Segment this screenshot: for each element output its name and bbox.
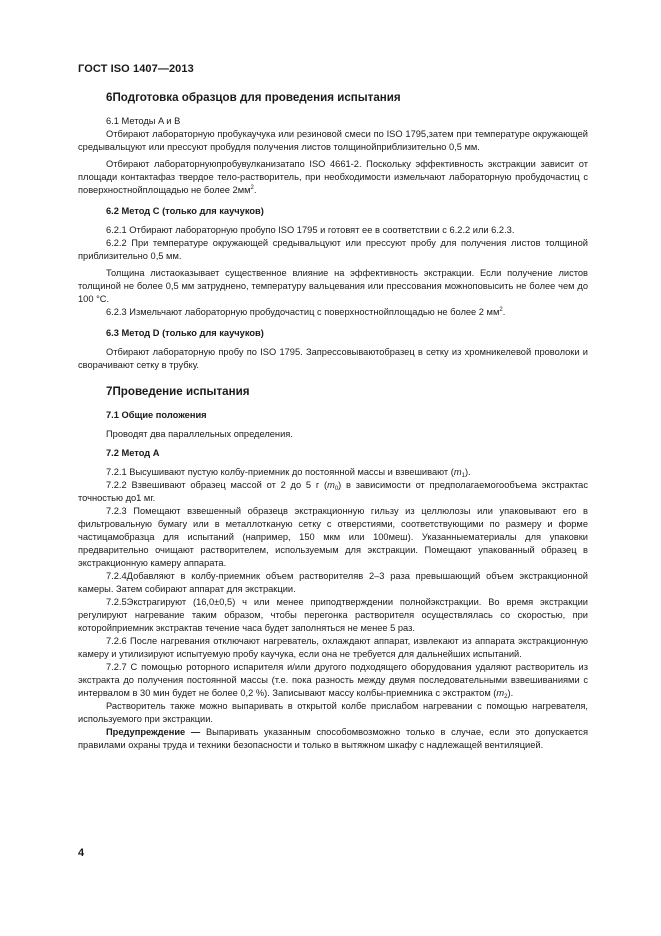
document-header: ГОСТ ISO 1407—2013 [78,63,194,75]
variable: m [453,467,462,477]
paragraph: Проводят два параллельных определения. [106,429,293,439]
paragraph: 7.2.4Добавляют в колбу-приемник объем растворителяв 2–3 раза превышающий объем экстракционной камеры. Затем собирают аппарат для экстракции. [78,571,588,594]
paragraph: 6.2.2 При температуре окружающей средывальцуют или прессуют пробу для получения листов толщиной приблизительно 0,5 мм. [78,238,588,261]
variable: m [496,688,505,698]
text: 7.2.1 Высушивают пустую колбу-приемник до постоянной массы и взвешивают ( [106,467,454,477]
text: ). [507,688,514,698]
paragraph [78,479,588,505]
warning-paragraph [78,726,588,752]
superscript: 2 [250,185,254,191]
warning-label: Предупреждение — [106,727,201,737]
variable: m [327,480,335,490]
text: ). [464,467,471,477]
warning-text: Выпаривать указанным способомвозможно только в случае, если это допускается правилами охраны труда и техники безопасности и только в вытяжном шкафу с надлежащей вентиляцией. [78,727,588,750]
paragraph: 7.2.6 После нагревания отключают нагреватель, охлаждают аппарат, извлекают из аппарата экстракционную камеру и утилизируют испытуемую пробу каучука, если она не требуется для дальнейших испытаний. [78,636,588,659]
text: Отбирают лабораторнуюпробувулканизатапо ISO 4661-2. Поскольку эффективность экстракции зависит от площади контактафаз твердое тело-растворитель, при необходимости измельчают лабораторную пробудочастиц с поверхностнойплощадью не более 2мм [78,159,588,195]
subscript: 2 [504,694,508,700]
subsection-7-2-title: 7.2 Метод А [106,448,160,458]
page-number: 4 [78,847,85,859]
paragraph [78,158,588,197]
section-6-title: 6Подготовка образцов для проведения испытания [106,91,401,104]
section-7-title: 7Проведение испытания [106,385,250,398]
paragraph: Растворитель также можно выпаривать в открытой колбе прислабом нагревании с помощью нагревателя, используемого при экстракции. [78,701,588,724]
text: . [253,185,257,195]
text: . [502,307,506,317]
subsection-6-2-title: 6.2 Метод С (только для каучуков) [106,206,264,216]
text: 7.2.7 С помощью роторного испарителя и/или другого подходящего оборудования удаляют растворитель из экстракта до получения постоянной массы (т.е. пока разность между двумя последовательными взвешиваниями с интервалом в 30 мин будет не более 0,2 %). Записывают массу колбы-приемника с экстрактом ( [78,662,588,698]
paragraph [78,306,588,319]
paragraph: Толщина листаоказывает существенное влияние на эффективность экстракции. Если получение листов толщиной не более 0,5 мм затруднено, температуру вальцевания или прессования можноповысить не более чем до 100 °С. [78,268,588,304]
subsection-6-1-title: 6.1 Методы A и B [106,116,181,126]
paragraph: 6.2.1 Отбирают лабораторную пробупо ISO 1795 и готовят ее в соответствии с 6.2.2 или 6.2.3. [106,225,515,235]
text: 6.2.3 Измельчают лабораторную пробудочастиц с поверхностнойплощадью не более 2 мм [106,307,500,317]
subsection-7-1-title: 7.1 Общие положения [106,410,207,420]
subscript: 0 [334,486,339,492]
superscript: 2 [499,307,503,313]
paragraph [78,661,588,700]
paragraph: Отбирают лабораторную пробу по ISO 1795. Запрессовываютобразец в сетку из хромникелевой проволоки и сворачивают сетку в трубку. [78,347,588,370]
text: ) в зависимости от предполагаемогообъема экстрактас точностью до1 мг. [78,480,588,503]
subscript: 1 [461,473,465,479]
subsection-6-3-title: 6.3 Метод D (только для каучуков) [106,328,264,338]
paragraph: 7.2.5Экстрагируют (16,0±0,5) ч или менее приподтверждении полнойэкстракции. Во время экстракции регулируют нагревание таким образом, чтобы перегонка растворителя осуществлялась со скоростью, при которойприемник экстрактав течение часа будет заполняться не менее 5 раз. [78,597,588,633]
paragraph: Отбирают лабораторную пробукаучука или резиновой смеси по ISO 1795,затем при температуре окружающей средывальцуют или прессуют пробудля получения листов толщинойприблизительно 0,5 мм. [78,129,588,152]
text: 7.2.2 Взвешивают образец массой от 2 до 5 г ( [106,480,328,490]
paragraph: 7.2.3 Помещают взвешенный образецв экстракционную гильзу из целлюлозы или упаковывают его в фильтровальную бумагу или в металлотканую сетку с отверстиями, соответствующими по размеру и форме частицамобразца для испытаний (например, 150 мкм или 100меш). Указанныематериалы для упаковки предварительно очищают растворителем, используемым для экстракции. Помещают упакованный образец в экстракционную камеру аппарата. [78,506,588,568]
paragraph [78,466,588,479]
document-body [78,90,588,752]
